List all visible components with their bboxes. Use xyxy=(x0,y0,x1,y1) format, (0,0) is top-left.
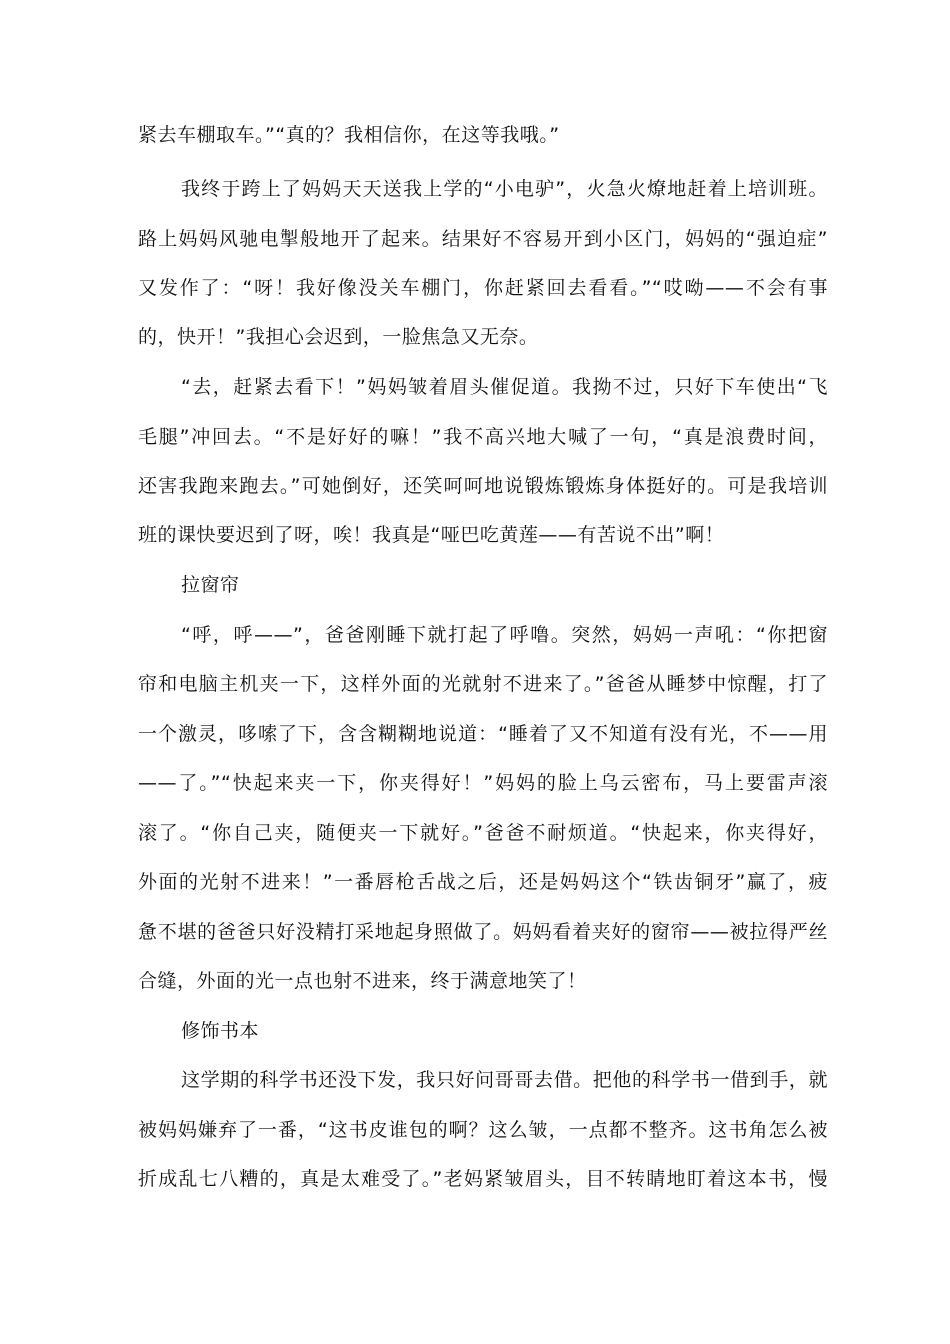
text-line: 紧去车棚取车。”“真的？我相信你，在这等我哦。” xyxy=(138,124,560,146)
text-line: 毛腿”冲回去。“不是好好的嘛！”我不高兴地大喊了一句，“真是浪费时间， xyxy=(138,426,828,448)
text-line: 外面的光射不进来！”一番唇枪舌战之后，还是妈妈这个“铁齿铜牙”赢了，疲 xyxy=(138,871,828,893)
text-line: 被妈妈嫌弃了一番，“这书皮谁包的啊？这么皱，一点都不整齐。这书角怎么被 xyxy=(138,1119,828,1141)
paragraph-start-line: 这学期的科学书还没下发，我只好问哥哥去借。把他的科学书一借到手，就 xyxy=(181,1069,828,1091)
text-line: 惫不堪的爸爸只好没精打采地起身照做了。妈妈看着夹好的窗帘——被拉得严丝 xyxy=(138,921,828,943)
text-line: 帘和电脑主机夹一下，这样外面的光就射不进来了。”爸爸从睡梦中惊醒，打了 xyxy=(138,673,828,695)
text-line: ——了。”“快起来夹一下，你夹得好！”妈妈的脸上乌云密布，马上要雷声滚 xyxy=(138,772,828,794)
paragraph-start-line: “去，赶紧去看下！”妈妈皱着眉头催促道。我拗不过，只好下车使出“飞 xyxy=(181,376,828,398)
text-line: 还害我跑来跑去。”可她倒好，还笑呵呵地说锻炼锻炼身体挺好的。可是我培训 xyxy=(138,475,828,497)
text-line: 路上妈妈风驰电掣般地开了起来。结果好不容易开到小区门，妈妈的“强迫症” xyxy=(138,228,828,250)
text-line: 折成乱七八糟的，真是太难受了。”老妈紧皱眉头，目不转睛地盯着这本书，慢 xyxy=(138,1168,828,1190)
section-heading: 拉窗帘 xyxy=(181,574,240,596)
text-line: 班的课快要迟到了呀，唉！我真是“哑巴吃黄莲——有苦说不出”啊！ xyxy=(138,524,725,546)
text-line: 合缝，外面的光一点也射不进来，终于满意地笑了！ xyxy=(138,970,587,992)
paragraph-start-line: “呼，呼——”，爸爸刚睡下就打起了呼噜。突然，妈妈一声吼：“你把窗 xyxy=(181,624,828,646)
section-heading: 修饰书本 xyxy=(181,1020,260,1042)
paragraph-start-line: 我终于跨上了妈妈天天送我上学的“小电驴”，火急火燎地赶着上培训班。 xyxy=(181,178,828,200)
text-line: 又发作了：“呀！我好像没关车棚门，你赶紧回去看看。”“哎呦——不会有事 xyxy=(138,277,828,299)
text-line: 滚了。“你自己夹，随便夹一下就好。”爸爸不耐烦道。“快起来，你夹得好， xyxy=(138,822,828,844)
text-line: 的，快开！”我担心会迟到，一脸焦急又无奈。 xyxy=(138,326,539,348)
text-line: 一个激灵，哆嗦了下，含含糊糊地说道：“睡着了又不知道有没有光，不——用 xyxy=(138,723,828,745)
